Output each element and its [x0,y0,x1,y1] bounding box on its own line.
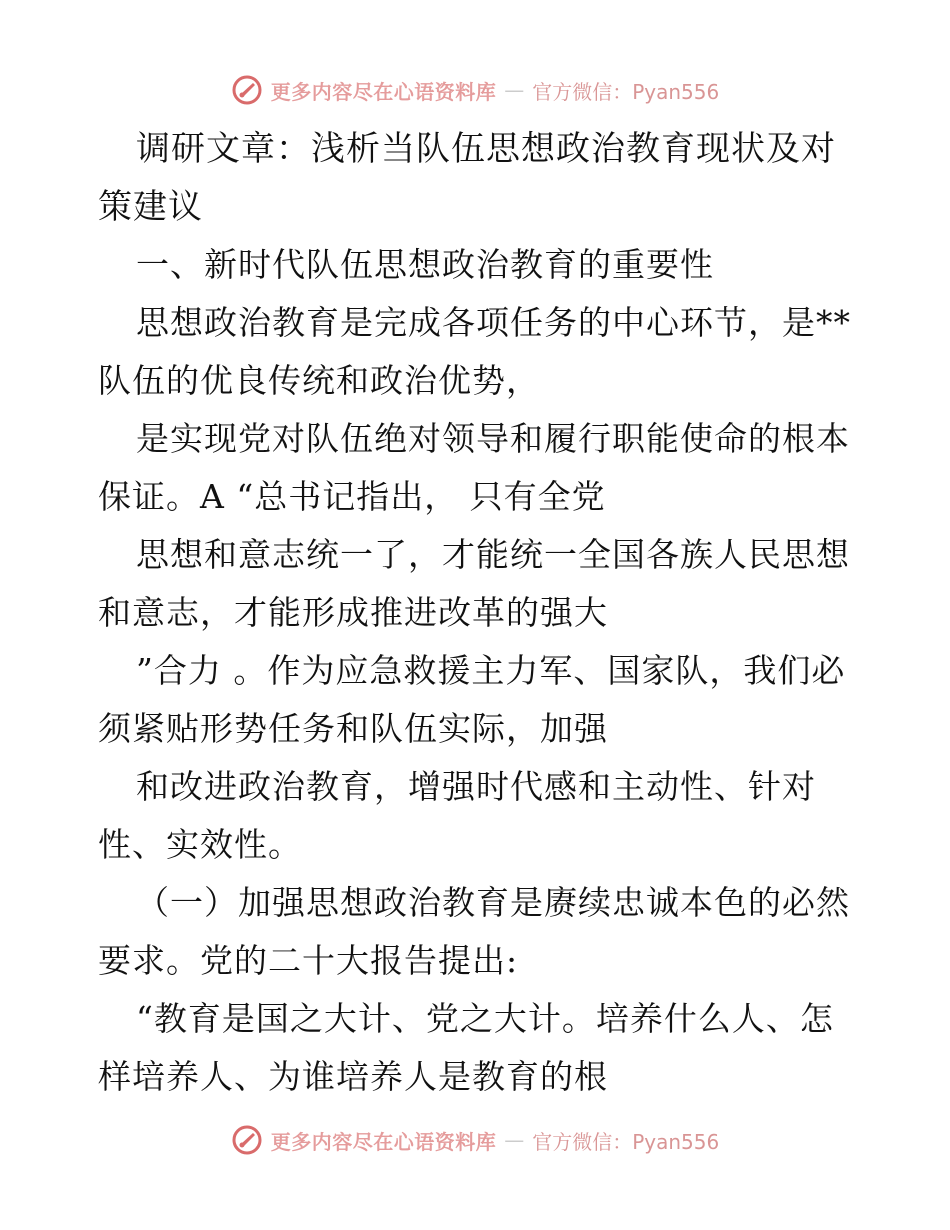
document-body [98,120,858,1106]
paragraph-1: 一、新时代队伍思想政治教育的重要性 [136,245,714,284]
watermark-header [0,70,950,110]
paragraph-8: “教育是国之大计、党之大计。培养什么人、怎样培养人、为谁培养人是教育的根 [98,999,834,1096]
watermark-logo-icon [231,74,263,106]
watermark-separator: — [504,1128,525,1152]
watermark-brand: 更多内容尽在心语资料库 [270,1129,497,1154]
watermark-contact: 官方微信：Pyan556 [532,1129,720,1154]
watermark-logo-icon [231,1124,263,1156]
document-title: 调研文章：浅析当队伍思想政治教育现状及对策建议 [98,129,836,227]
paragraph-7: （一）加强思想政治教育是赓续忠诚本色的必然要求。党的二十大报告提出: [98,883,850,980]
paragraph-2: 思想政治教育是完成各项任务的中心环节，是**队伍的优良传统和政治优势， [98,303,851,400]
paragraph-5: ”合力 。作为应急救援主力军、国家队，我们必须紧贴形势任务和队伍实际，加强 [98,651,846,748]
paragraph-3: 是实现党对队伍绝对领导和履行职能使命的根本保证。A “总书记指出， 只有全党 [98,419,850,516]
paragraph-6: 和改进政治教育，增强时代感和主动性、针对性、实效性。 [98,767,816,864]
watermark-contact: 官方微信：Pyan556 [532,79,720,104]
watermark-brand: 更多内容尽在心语资料库 [270,79,497,104]
watermark-separator: — [504,78,525,102]
watermark-footer [0,1120,950,1160]
paragraph-4: 思想和意志统一了，才能统一全国各族人民思想和意志，才能形成推进改革的强大 [98,535,850,632]
